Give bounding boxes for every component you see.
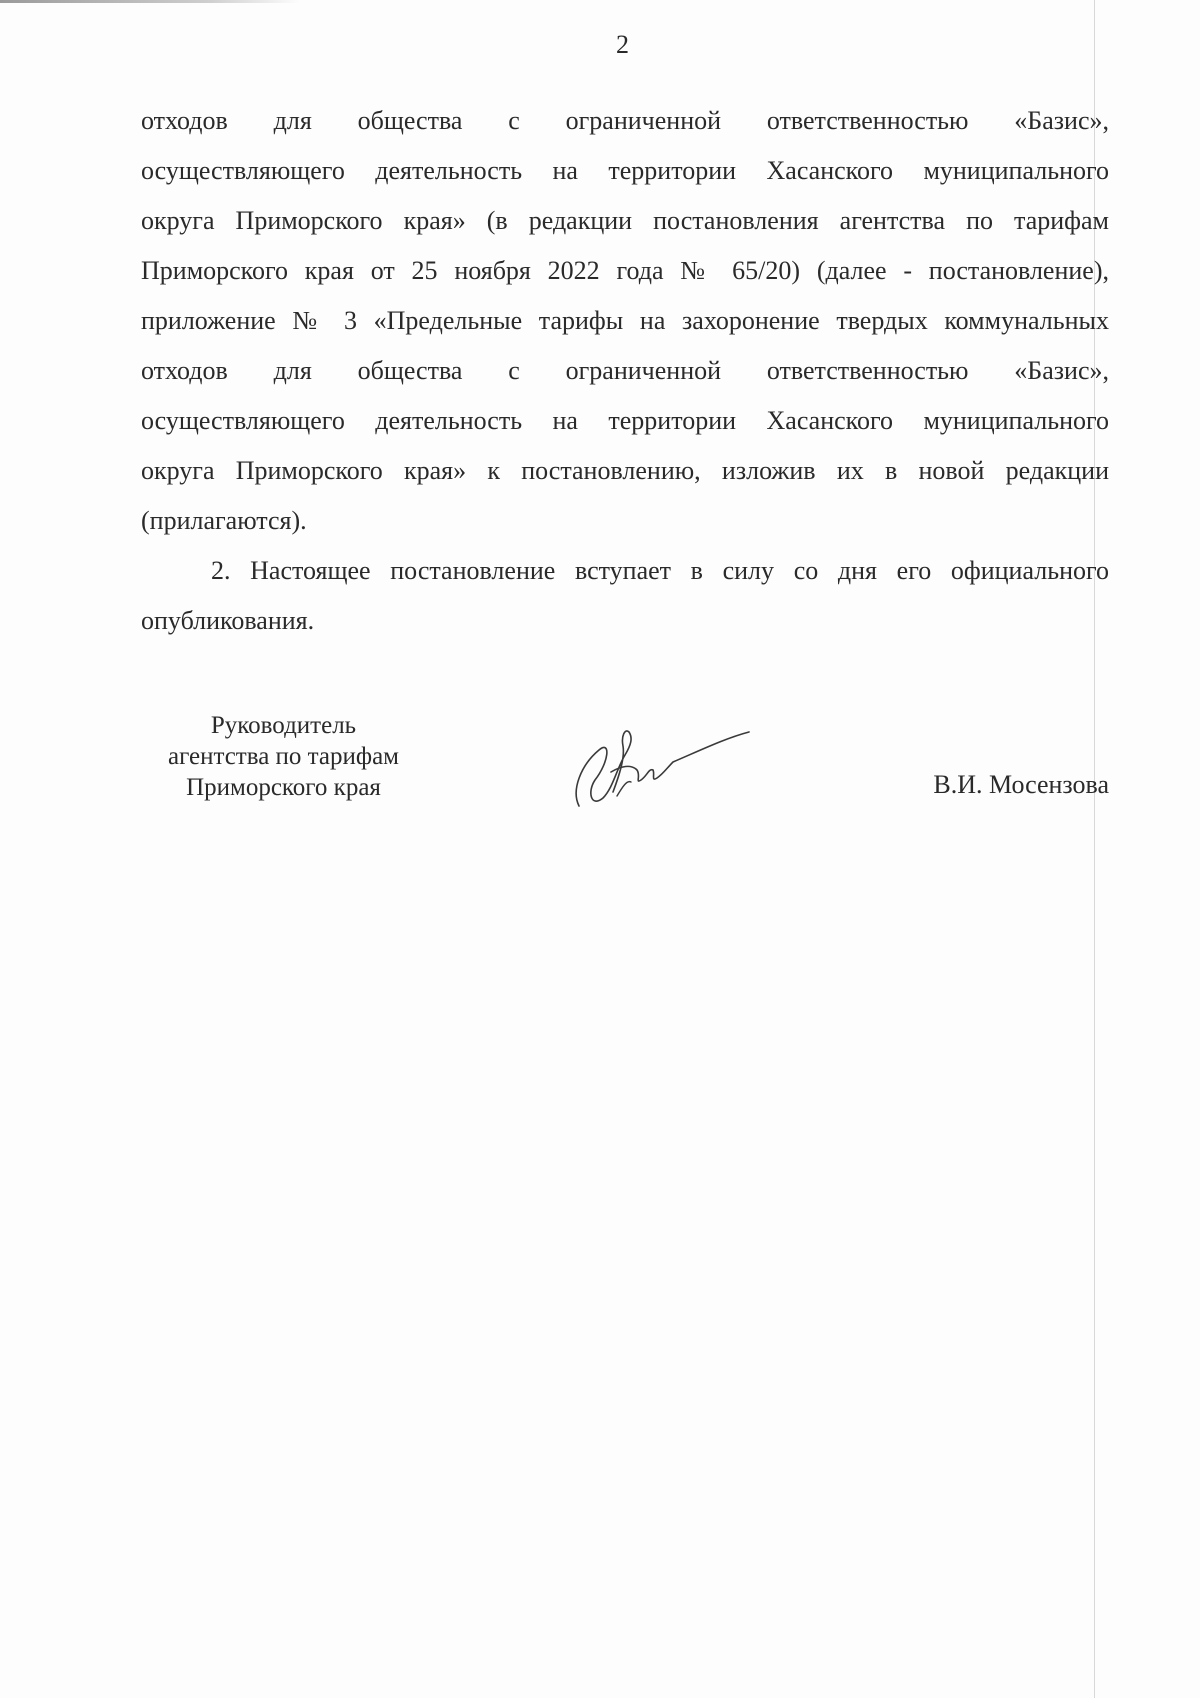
text-line: Приморского края от 25 ноября 2022 года № 65/20) (далее - постановление), <box>141 256 1109 285</box>
text-line: осуществляющего деятельность на территории Хасанского муниципального <box>141 156 1109 185</box>
text-line: осуществляющего деятельность на территории Хасанского муниципального <box>141 406 1109 435</box>
scan-edge-top <box>0 0 300 3</box>
signer-name: В.И. Мосензова <box>933 770 1109 799</box>
signer-title <box>141 710 426 803</box>
page-number: 2 <box>616 30 629 59</box>
text-line: опубликования. <box>141 606 315 635</box>
document-body <box>141 96 1109 646</box>
signer-title-line: агентства по тарифам <box>167 743 400 770</box>
handwritten-signature <box>551 710 751 820</box>
text-line: приложение № 3 «Предельные тарифы на захоронение твердых коммунальных <box>141 306 1109 335</box>
text-line: отходов для общества с ограниченной ответственностью «Базис», <box>141 106 1109 135</box>
text-line: округа Приморского края» к постановлению, изложив их в новой редакции <box>141 456 1109 485</box>
signature-block <box>141 710 1109 830</box>
signer-title-line: Приморского края <box>186 774 381 801</box>
text-line: 2. Настоящее постановление вступает в силу со дня его официального <box>211 556 1109 585</box>
text-line: (прилагаются). <box>141 506 307 535</box>
signer-title-line: Руководитель <box>210 712 357 739</box>
text-line: округа Приморского края» (в редакции постановления агентства по тарифам <box>141 206 1109 235</box>
text-line: отходов для общества с ограниченной ответственностью «Базис», <box>141 356 1109 385</box>
